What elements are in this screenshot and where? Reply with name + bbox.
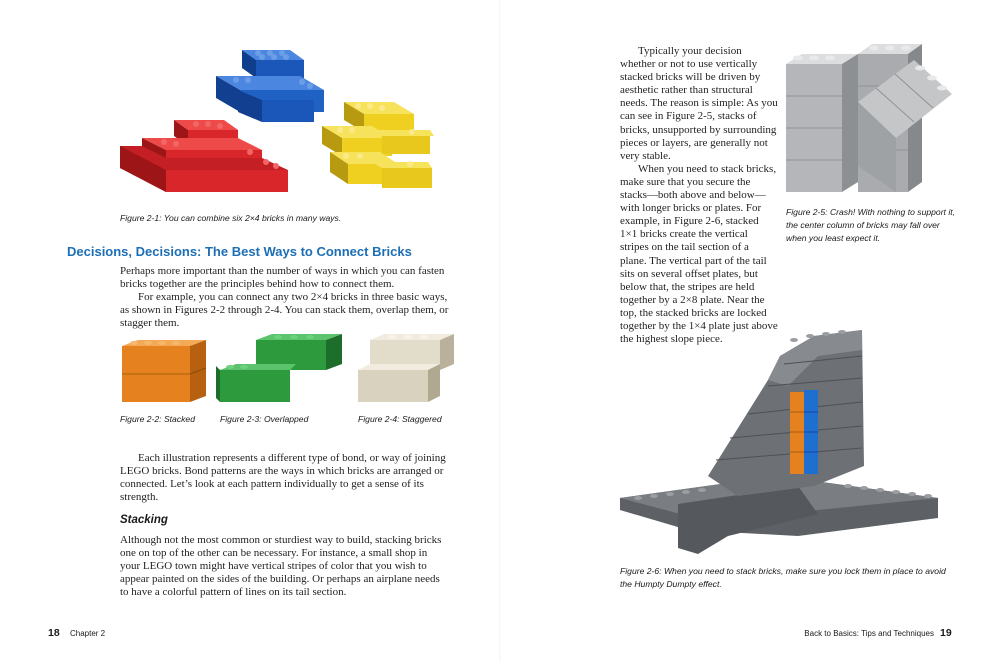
figure-2-6-caption: Figure 2-6: When you need to stack bricks, make sure you lock them in place to avoid the Humpty Dumpty effect. (620, 566, 946, 589)
paragraph-1: Perhaps more important than the number of ways in which you can fasten bricks together are the principles behind how to connect them. (120, 265, 445, 291)
figure-2-5-caption: Figure 2-5: Crash! With nothing to support it, the center column of bricks may fall over when you least expect it. (786, 207, 956, 243)
yellow-brick-stack (322, 102, 434, 188)
right-paragraph-1: Typically your decision whether or not to use vertically stacked bricks will be driven by aesthetic rather than structural needs. The reason is simple: As you can see in Figure 2-5, stacks of bricks, unsupported by surrounding pieces or layers, are generally not very stable. (620, 45, 778, 162)
figure-2-2-image (118, 338, 210, 408)
paragraph-2: For example, you can connect any two 2×4 bricks in three basic ways, as shown in Figures 2-2 through 2-4. You can stack them, overlap them, or stagger them. (120, 291, 449, 330)
blue-brick-stack (216, 50, 324, 122)
red-brick-stack (120, 120, 288, 192)
stacking-paragraph (120, 534, 450, 599)
paragraph-4: Although not the most common or sturdiest way to build, stacking bricks one on top of the other can be necessary. For instance, a small shop in your LEGO town might have vertical stripes of color that you wish to appear painted on the sides of the building. Or perhaps an airplane needs to have a colorful pattern of lines on its tail section. (120, 534, 442, 599)
left-page-number: 18 (48, 627, 60, 639)
right-page-number: 19 (940, 627, 952, 639)
figure-2-5-image (784, 42, 954, 197)
right-running-footer: Back to Basics: Tips and Techniques (804, 629, 934, 638)
figure-2-3-caption: Figure 2-3: Overlapped (220, 414, 309, 424)
figure-2-1-image (112, 40, 442, 205)
figure-2-2-caption: Figure 2-2: Stacked (120, 414, 195, 424)
figure-2-1-caption: Figure 2-1: You can combine six 2×4 bricks in many ways. (120, 213, 342, 223)
figure-2-3-image (216, 334, 346, 406)
intro-paragraphs (120, 265, 450, 330)
page-gutter (499, 0, 501, 661)
left-running-footer: Chapter 2 (70, 629, 106, 638)
right-paragraph-2: When you need to stack bricks, make sure that you secure the stacks—both above and below—with longer bricks or plates. For example, in Figure 2-6, stacked 1×1 bricks create the vertical stripes on the tail section of a plane. The vertical part of the tail sits on several offset plates, but below that, the stripes are held together by a 2×8 plate. Near the top, the stacked bricks are locked together by the 1×4 plate just above the highest slope piece. (620, 162, 778, 346)
figure-2-4-caption: Figure 2-4: Staggered (358, 414, 442, 424)
section-heading: Decisions, Decisions: The Best Ways to Connect Bricks (67, 244, 412, 259)
right-column-text (620, 45, 778, 346)
bond-paragraph (120, 452, 450, 504)
stacking-subheading: Stacking (120, 514, 168, 526)
figure-2-6-image (618, 326, 940, 558)
figure-2-4-image (356, 334, 456, 406)
paragraph-3: Each illustration represents a different type of bond, or way of joining LEGO bricks. Bond patterns are the ways in which bricks are arranged or connected. Let’s look at each pattern individually to get a sense of its strength. (120, 452, 446, 504)
